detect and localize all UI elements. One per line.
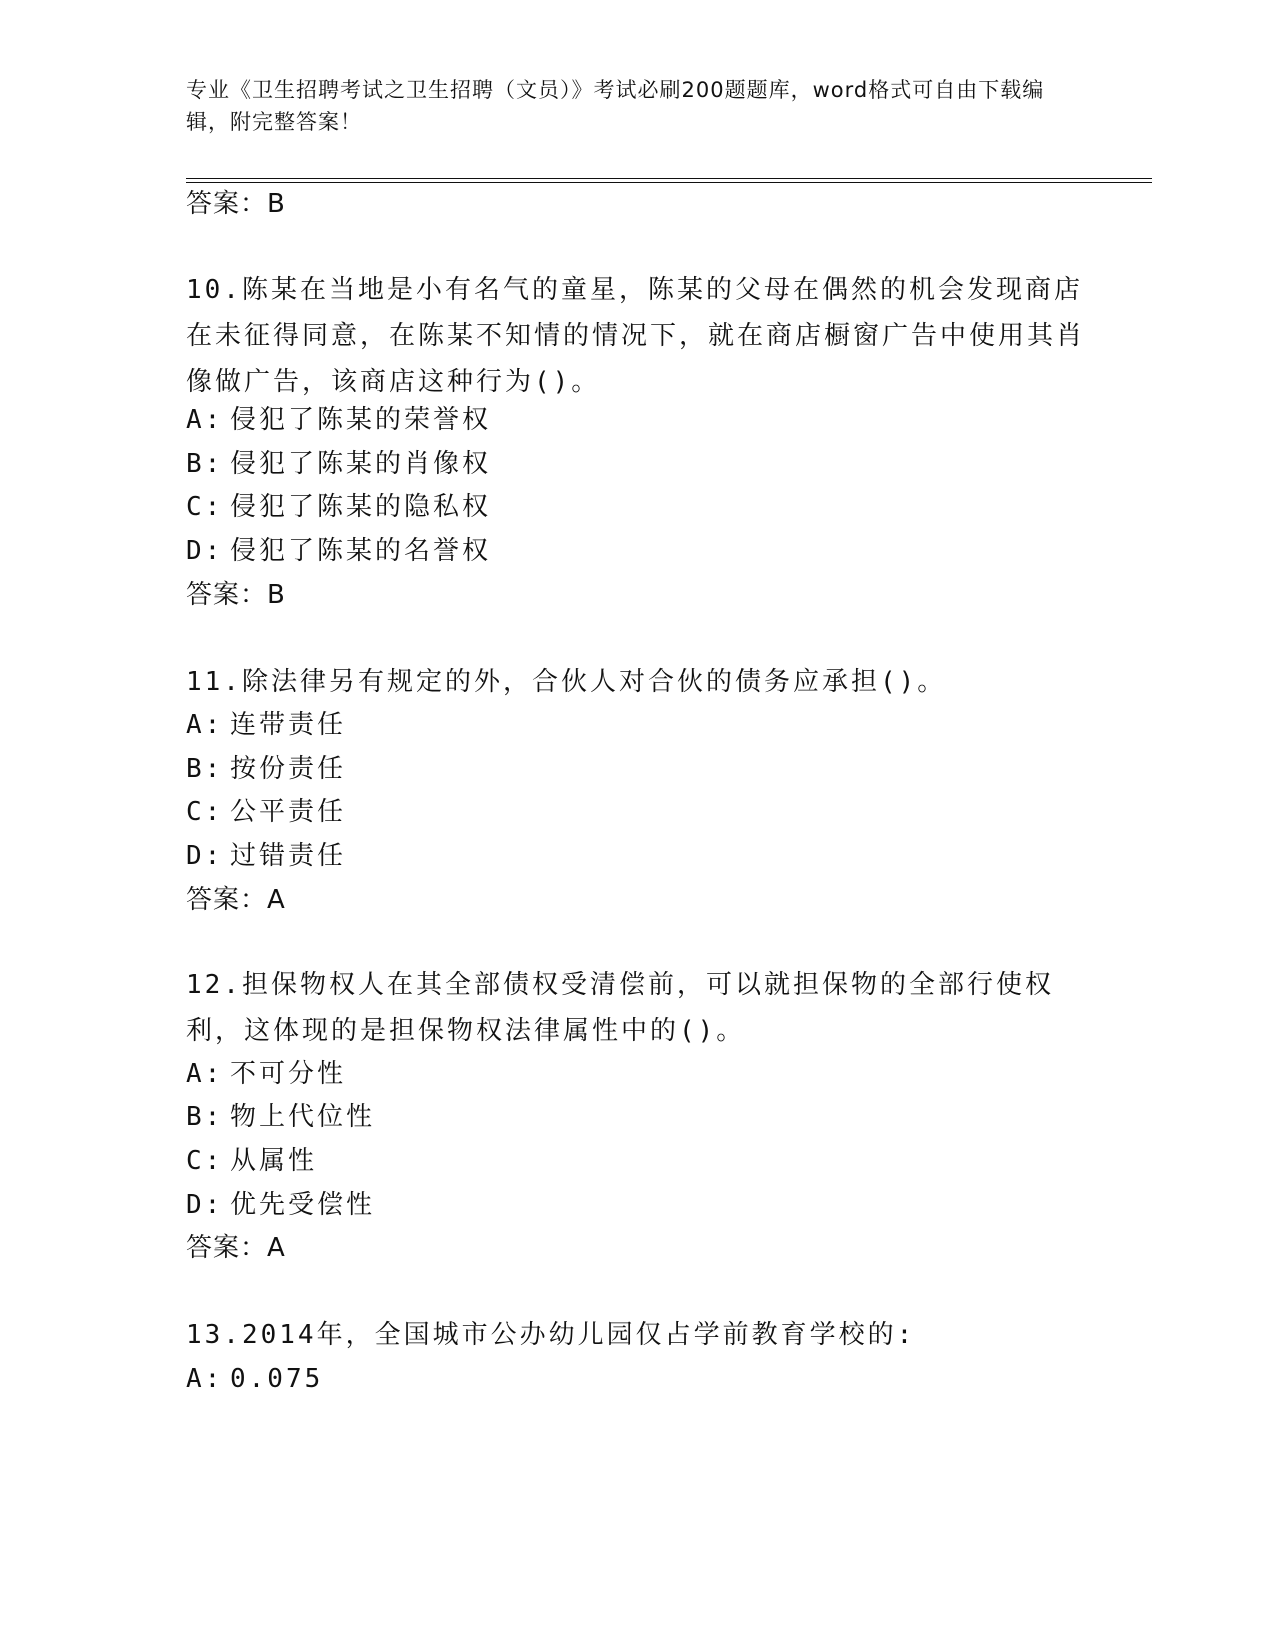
question-11-option-d — [186, 838, 346, 874]
question-10-option-a — [186, 402, 491, 438]
option-text: 按份责任 — [230, 754, 347, 784]
option-letter: C: — [186, 797, 224, 827]
option-text: 连带责任 — [230, 710, 347, 740]
question-10-option-c — [186, 489, 491, 525]
option-letter: B: — [186, 449, 224, 479]
question-10-text: 10.陈某在当地是小有名气的童星，陈某的父母在偶然的机会发现商店在未征得同意，在陈某不知情的情况下，就在商店橱窗广告中使用其肖像做广告，该商店这种行为()。 — [186, 275, 1086, 397]
option-text: 从属性 — [230, 1146, 318, 1176]
option-letter: D: — [186, 841, 224, 871]
question-13-option-a — [186, 1361, 323, 1397]
question-12-answer: 答案：A — [186, 1233, 286, 1263]
question-12-option-c — [186, 1143, 317, 1179]
option-letter: D: — [186, 1190, 224, 1220]
option-letter: B: — [186, 1102, 224, 1132]
question-11-option-b — [186, 751, 346, 787]
question-10-option-b — [186, 446, 491, 482]
question-11-option-a — [186, 707, 346, 743]
question-12-option-a — [186, 1056, 346, 1092]
question-11-option-c — [186, 794, 346, 830]
option-text: 物上代位性 — [230, 1102, 376, 1132]
option-text: 0.075 — [230, 1364, 324, 1394]
option-letter: A: — [186, 1364, 224, 1394]
question-10-option-d — [186, 533, 491, 569]
header-divider-top — [186, 178, 1152, 179]
option-text: 侵犯了陈某的荣誉权 — [230, 405, 492, 435]
question-12-option-d — [186, 1187, 375, 1223]
option-letter: C: — [186, 1146, 224, 1176]
option-letter: A: — [186, 710, 224, 740]
question-11-answer: 答案：A — [186, 885, 286, 915]
option-letter: B: — [186, 754, 224, 784]
option-letter: A: — [186, 1059, 224, 1089]
option-text: 不可分性 — [230, 1059, 347, 1089]
question-13-text: 13.2014年，全国城市公办幼儿园仅占学前教育学校的: — [186, 1320, 916, 1350]
option-text: 侵犯了陈某的名誉权 — [230, 536, 492, 566]
option-text: 优先受偿性 — [230, 1190, 376, 1220]
page-header-text: 专业《卫生招聘考试之卫生招聘（文员）》考试必刷200题题库，word格式可自由下载编辑，附完整答案！ — [186, 78, 1045, 134]
question-12-text: 12.担保物权人在其全部债权受清偿前，可以就担保物的全部行使权利，这体现的是担保物权法律属性中的()。 — [186, 970, 1054, 1046]
previous-answer: 答案：B — [186, 189, 286, 219]
option-text: 侵犯了陈某的隐私权 — [230, 492, 492, 522]
option-letter: C: — [186, 492, 224, 522]
option-letter: D: — [186, 536, 224, 566]
question-10-answer: 答案：B — [186, 580, 286, 610]
option-text: 过错责任 — [230, 841, 347, 871]
header-divider-bottom — [186, 182, 1152, 183]
option-text: 公平责任 — [230, 797, 347, 827]
option-letter: A: — [186, 405, 224, 435]
question-12-option-b — [186, 1099, 375, 1135]
option-text: 侵犯了陈某的肖像权 — [230, 449, 492, 479]
question-11-text: 11.除法律另有规定的外，合伙人对合伙的债务应承担()。 — [186, 667, 947, 697]
